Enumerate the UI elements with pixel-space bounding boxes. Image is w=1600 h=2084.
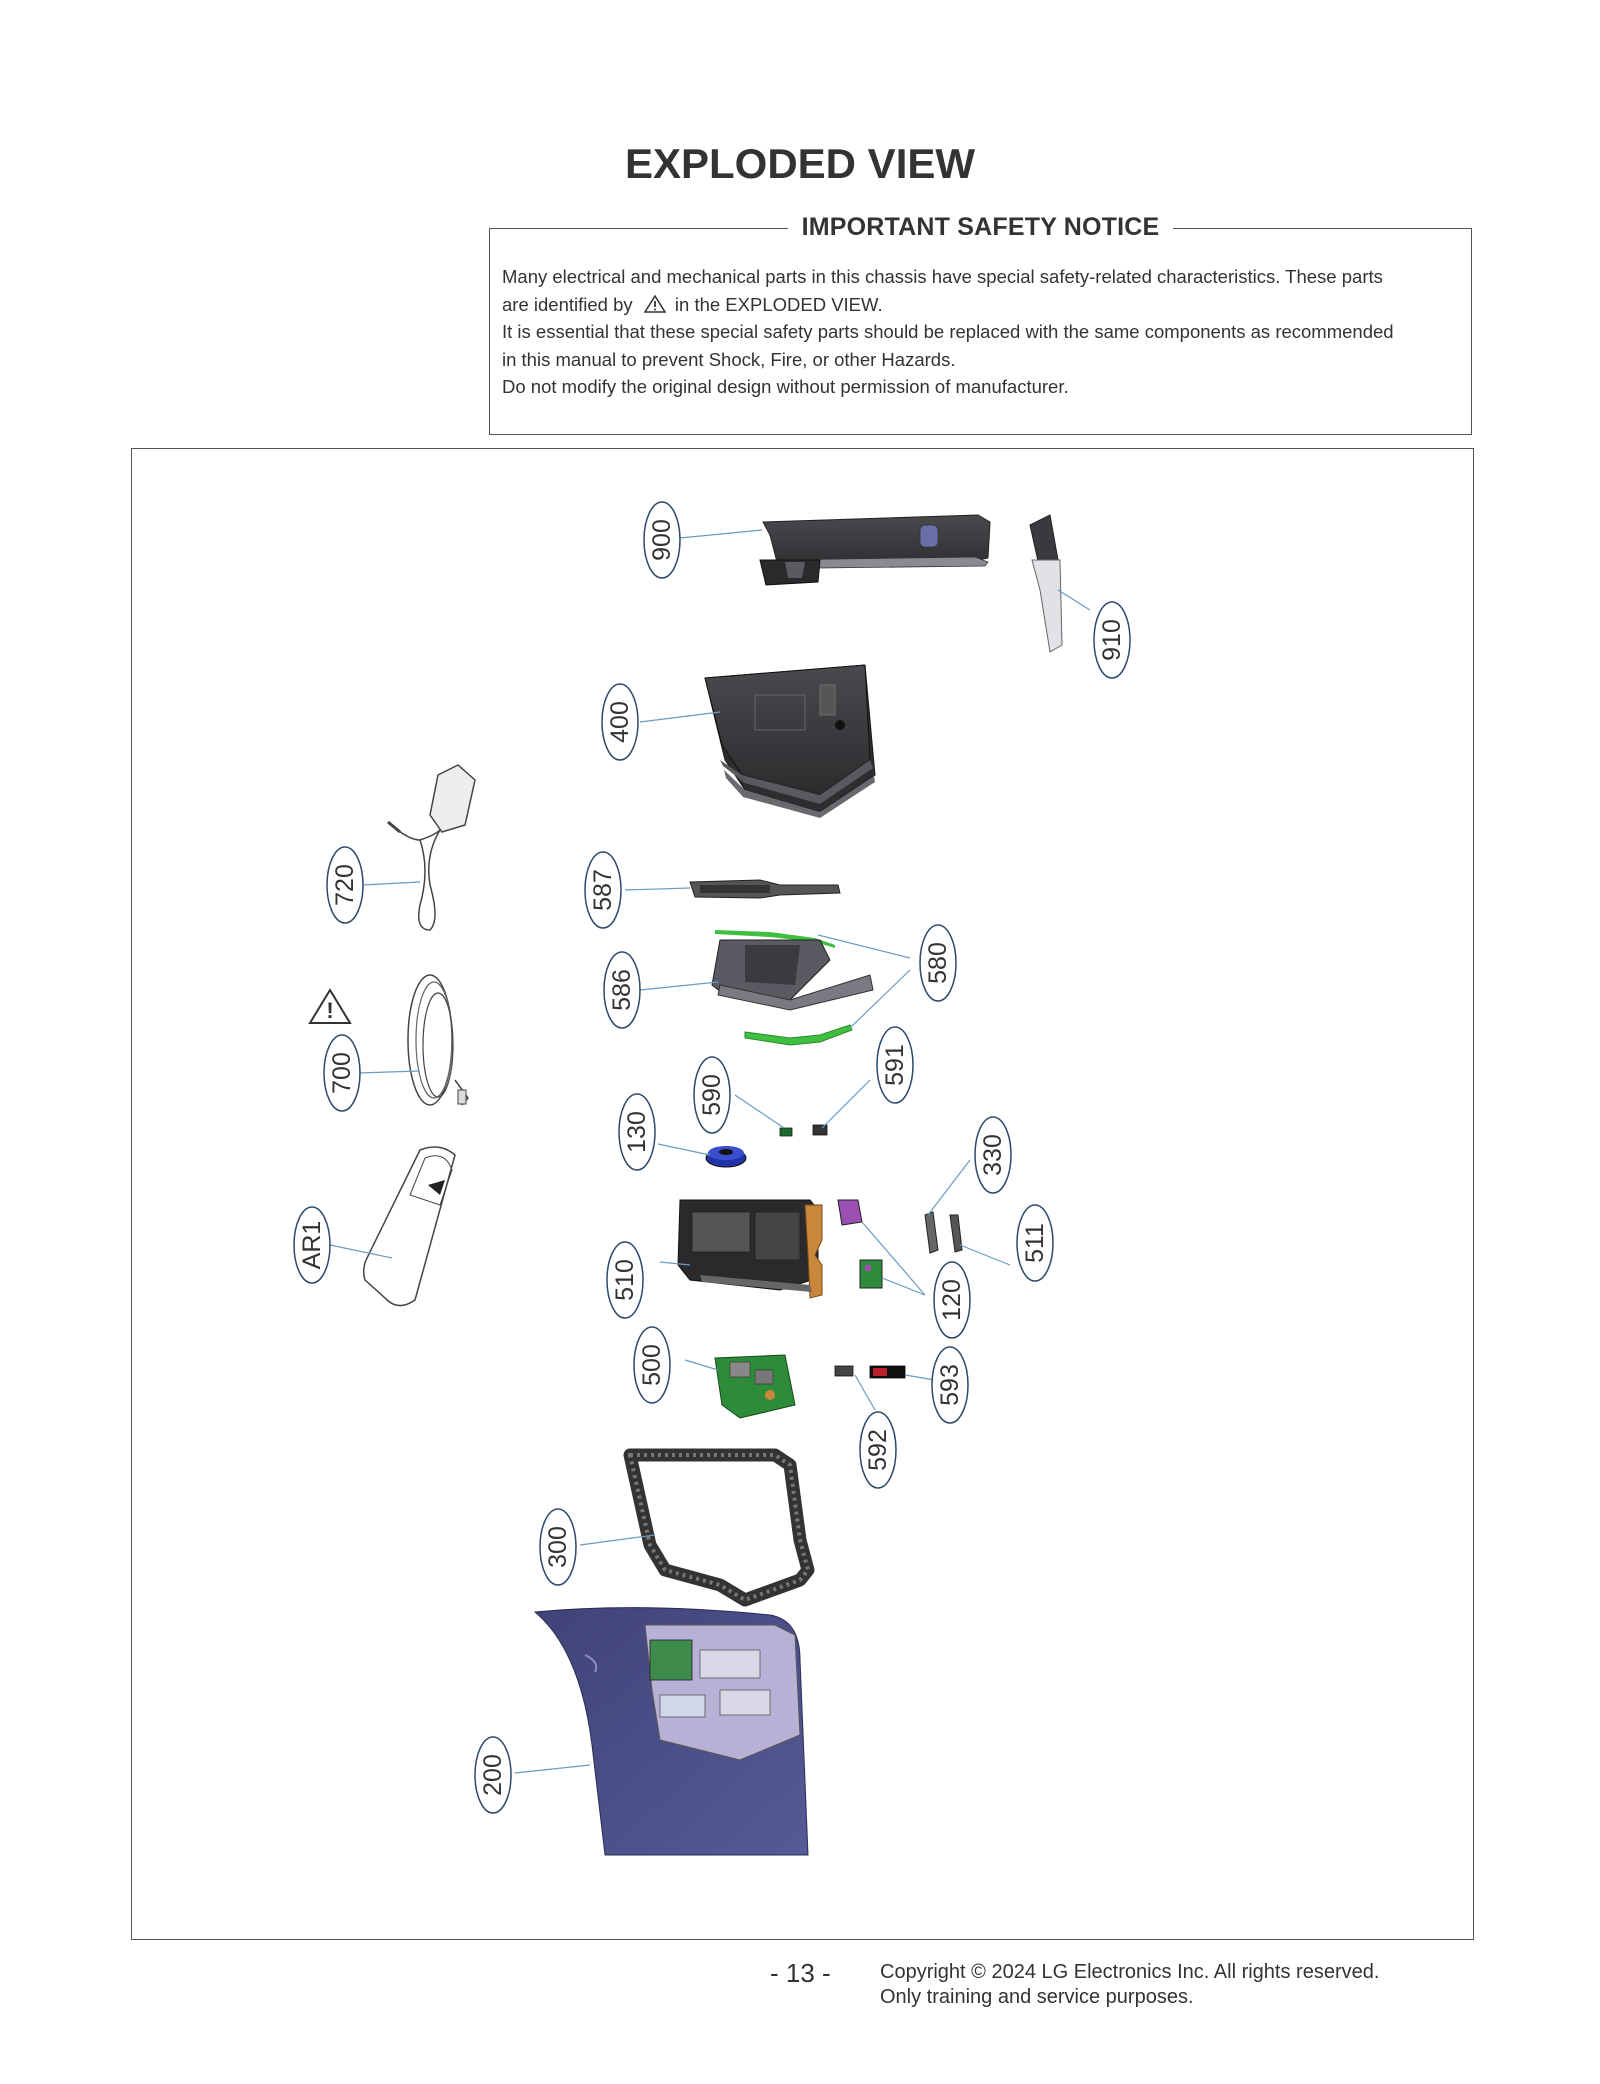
callout-720 — [327, 847, 363, 923]
notice-line-2: are identified by in the EXPLODED VIEW. — [502, 293, 883, 315]
callout-300 — [540, 1509, 576, 1585]
svg-text:330: 330 — [979, 1134, 1007, 1176]
callout-580 — [920, 925, 956, 1001]
part-120-boards — [838, 1200, 882, 1288]
svg-text:593: 593 — [936, 1364, 964, 1406]
notice-line-4: in this manual to prevent Shock, Fire, or other Hazards. — [502, 348, 956, 370]
callout-130 — [619, 1094, 655, 1170]
callout-511 — [1017, 1205, 1053, 1281]
notice-line-5: Do not modify the original design without permission of manufacturer. — [502, 376, 1069, 397]
svg-text:!: ! — [326, 998, 334, 1023]
part-200-back-cover — [535, 1608, 808, 1855]
part-591 — [813, 1125, 827, 1135]
callout-120 — [934, 1262, 970, 1338]
warning-triangle-icon — [310, 990, 350, 1023]
svg-text:900: 900 — [648, 519, 676, 561]
copyright-line-1: Copyright © 2024 LG Electronics Inc. All rights reserved. — [880, 1961, 1380, 1983]
part-587 — [690, 880, 840, 898]
svg-text:586: 586 — [608, 969, 636, 1011]
svg-text:510: 510 — [611, 1259, 639, 1301]
svg-text:200: 200 — [479, 1754, 507, 1796]
part-900-stand-arm — [760, 515, 990, 585]
svg-text:580: 580 — [924, 942, 952, 984]
callout-400 — [602, 684, 638, 760]
callout-700 — [324, 1035, 360, 1111]
callout-330 — [975, 1117, 1011, 1193]
callout-591 — [877, 1027, 913, 1103]
part-910-cover — [1030, 515, 1062, 652]
part-593 — [870, 1366, 905, 1378]
callout-587 — [585, 852, 621, 928]
svg-text:400: 400 — [606, 701, 634, 743]
part-300-frame — [630, 1455, 808, 1600]
part-511-bracket — [950, 1215, 962, 1252]
callout-500 — [634, 1327, 670, 1403]
svg-text:591: 591 — [881, 1044, 909, 1086]
svg-text:720: 720 — [331, 864, 359, 906]
notice-line-3: It is essential that these special safety parts should be replaced with the same components as recommended — [502, 321, 1394, 342]
part-400-stand-base — [705, 665, 875, 818]
page-title: EXPLODED VIEW — [624, 140, 976, 187]
svg-text:910: 910 — [1098, 619, 1126, 661]
svg-text:AR1: AR1 — [298, 1220, 326, 1270]
part-500-main-board — [715, 1355, 795, 1418]
callout-586 — [604, 952, 640, 1028]
svg-text:120: 120 — [938, 1279, 966, 1321]
callout-910 — [1094, 602, 1130, 678]
callout-ar1 — [294, 1207, 330, 1283]
svg-text:700: 700 — [328, 1052, 356, 1094]
callout-200 — [475, 1737, 511, 1813]
part-330-bracket — [925, 1212, 938, 1253]
svg-text:592: 592 — [864, 1429, 892, 1471]
part-130-knob — [706, 1146, 746, 1167]
safety-notice-title: IMPORTANT SAFETY NOTICE — [490, 213, 1471, 242]
svg-text:511: 511 — [1021, 1223, 1049, 1263]
callout-593 — [932, 1347, 968, 1423]
page-number: - 13 - — [770, 1958, 831, 1988]
part-510-main-frame — [678, 1200, 822, 1298]
svg-text:590: 590 — [698, 1074, 726, 1116]
callout-592 — [860, 1412, 896, 1488]
part-700-power-cord — [408, 975, 468, 1105]
copyright-line-2: Only training and service purposes. — [880, 1986, 1194, 2008]
part-720-ac-adapter — [388, 765, 475, 930]
callout-510 — [607, 1242, 643, 1318]
part-586-bracket — [712, 940, 873, 1010]
svg-text:587: 587 — [589, 869, 617, 911]
part-592 — [835, 1366, 853, 1376]
notice-line-1: Many electrical and mechanical parts in this chassis have special safety-related characteristics. These parts — [502, 266, 1383, 287]
svg-text:300: 300 — [544, 1526, 572, 1568]
callout-590 — [694, 1057, 730, 1133]
copyright-notice — [880, 1960, 1379, 2010]
svg-text:500: 500 — [638, 1344, 666, 1386]
part-ar1-remote — [364, 1147, 455, 1306]
svg-text:130: 130 — [623, 1111, 651, 1153]
part-590 — [780, 1128, 792, 1136]
callout-900 — [644, 502, 680, 578]
